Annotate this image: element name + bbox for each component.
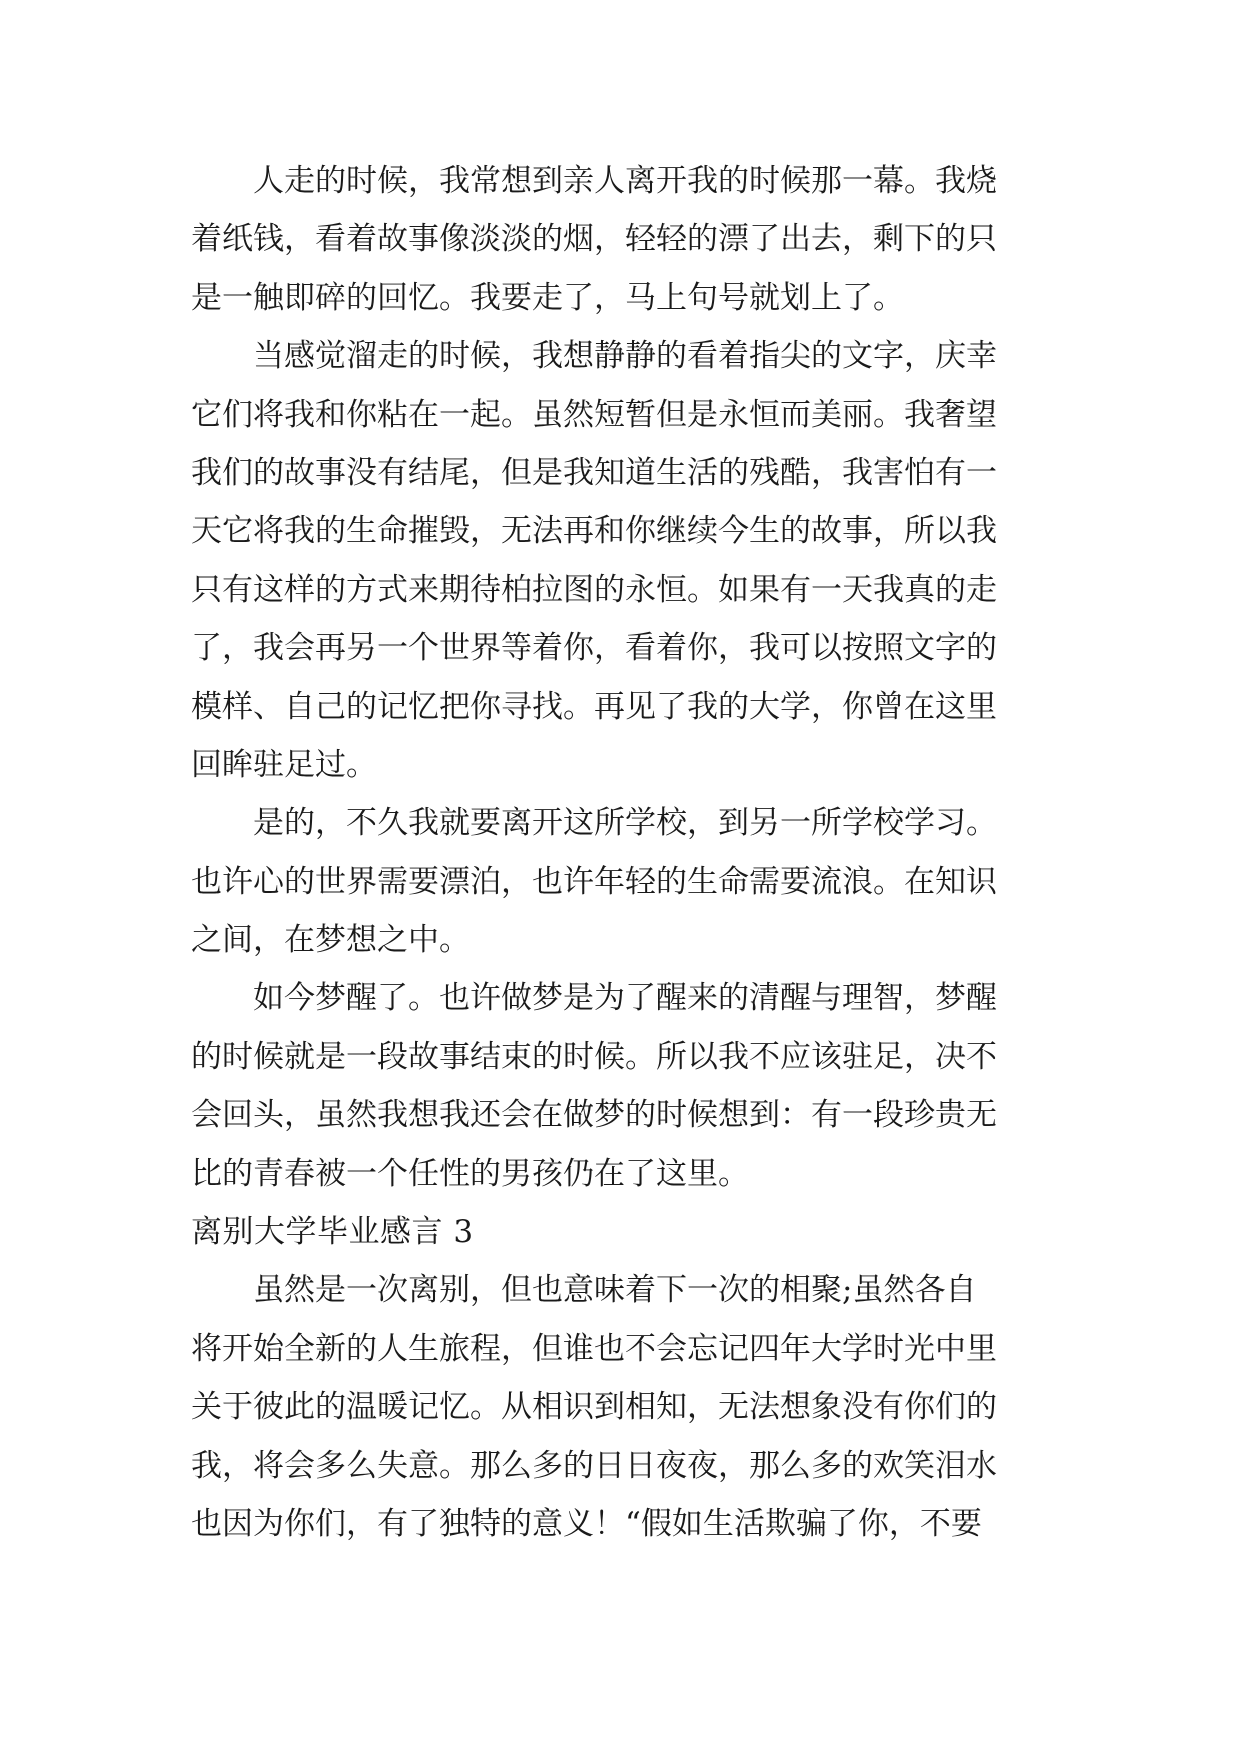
text-line: 人走的时候，我常想到亲人离开我的时候那一幕。我烧 [191, 163, 997, 199]
text-line: 也许心的世界需要漂泊，也许年轻的生命需要流浪。在知识 [191, 863, 997, 900]
document-body [191, 152, 1051, 1553]
text-line: 我们的故事没有结尾，但是我知道生活的残酷，我害怕有一 [191, 454, 997, 491]
text-line: 它们将我和你粘在一起。虽然短暂但是永恒而美丽。我奢望 [191, 396, 997, 433]
text-line: 关于彼此的温暖记忆。从相识到相知，无法想象没有你们的 [191, 1389, 997, 1426]
text-line: 如今梦醒了。也许做梦是为了醒来的清醒与理智，梦醒 [191, 980, 997, 1017]
text-line: 是的，不久我就要离开这所学校，到另一所学校学习。 [191, 805, 997, 842]
text-line: 会回头，虽然我想我还会在做梦的时候想到：有一段珍贵无 [191, 1097, 997, 1134]
text-line: 我，将会多么失意。那么多的日日夜夜，那么多的欢笑泪水 [191, 1447, 997, 1484]
text-line: 只有这样的方式来期待柏拉图的永恒。如果有一天我真的走 [191, 571, 997, 608]
text-line: 了，我会再另一个世界等着你，看着你，我可以按照文字的 [191, 630, 997, 667]
text-line: 是一触即碎的回忆。我要走了，马上句号就划上了。 [191, 279, 904, 316]
text-line: 的时候就是一段故事结束的时候。所以我不应该驻足，决不 [191, 1038, 997, 1075]
text-line: 当感觉溜走的时候，我想静静的看着指尖的文字，庆幸 [191, 338, 997, 375]
text-line: 回眸驻足过。 [191, 746, 377, 783]
text-line: 也因为你们，有了独特的意义！“假如生活欺骗了你，不要 [191, 1505, 982, 1542]
text-line: 虽然是一次离别，但也意味着下一次的相聚;虽然各自 [191, 1272, 977, 1309]
text-line: 比的青春被一个任性的男孩仍在了这里。 [191, 1155, 749, 1192]
text-line: 模样、自己的记忆把你寻找。再见了我的大学，你曾在这里 [191, 688, 997, 725]
text-line: 将开始全新的人生旅程，但谁也不会忘记四年大学时光中里 [191, 1330, 997, 1367]
section-heading: 离别大学毕业感言 3 [191, 1214, 474, 1251]
text-line: 着纸钱，看着故事像淡淡的烟，轻轻的漂了出去，剩下的只 [191, 221, 997, 258]
text-line: 之间，在梦想之中。 [191, 922, 470, 959]
text-line: 天它将我的生命摧毁，无法再和你继续今生的故事，所以我 [191, 513, 997, 550]
